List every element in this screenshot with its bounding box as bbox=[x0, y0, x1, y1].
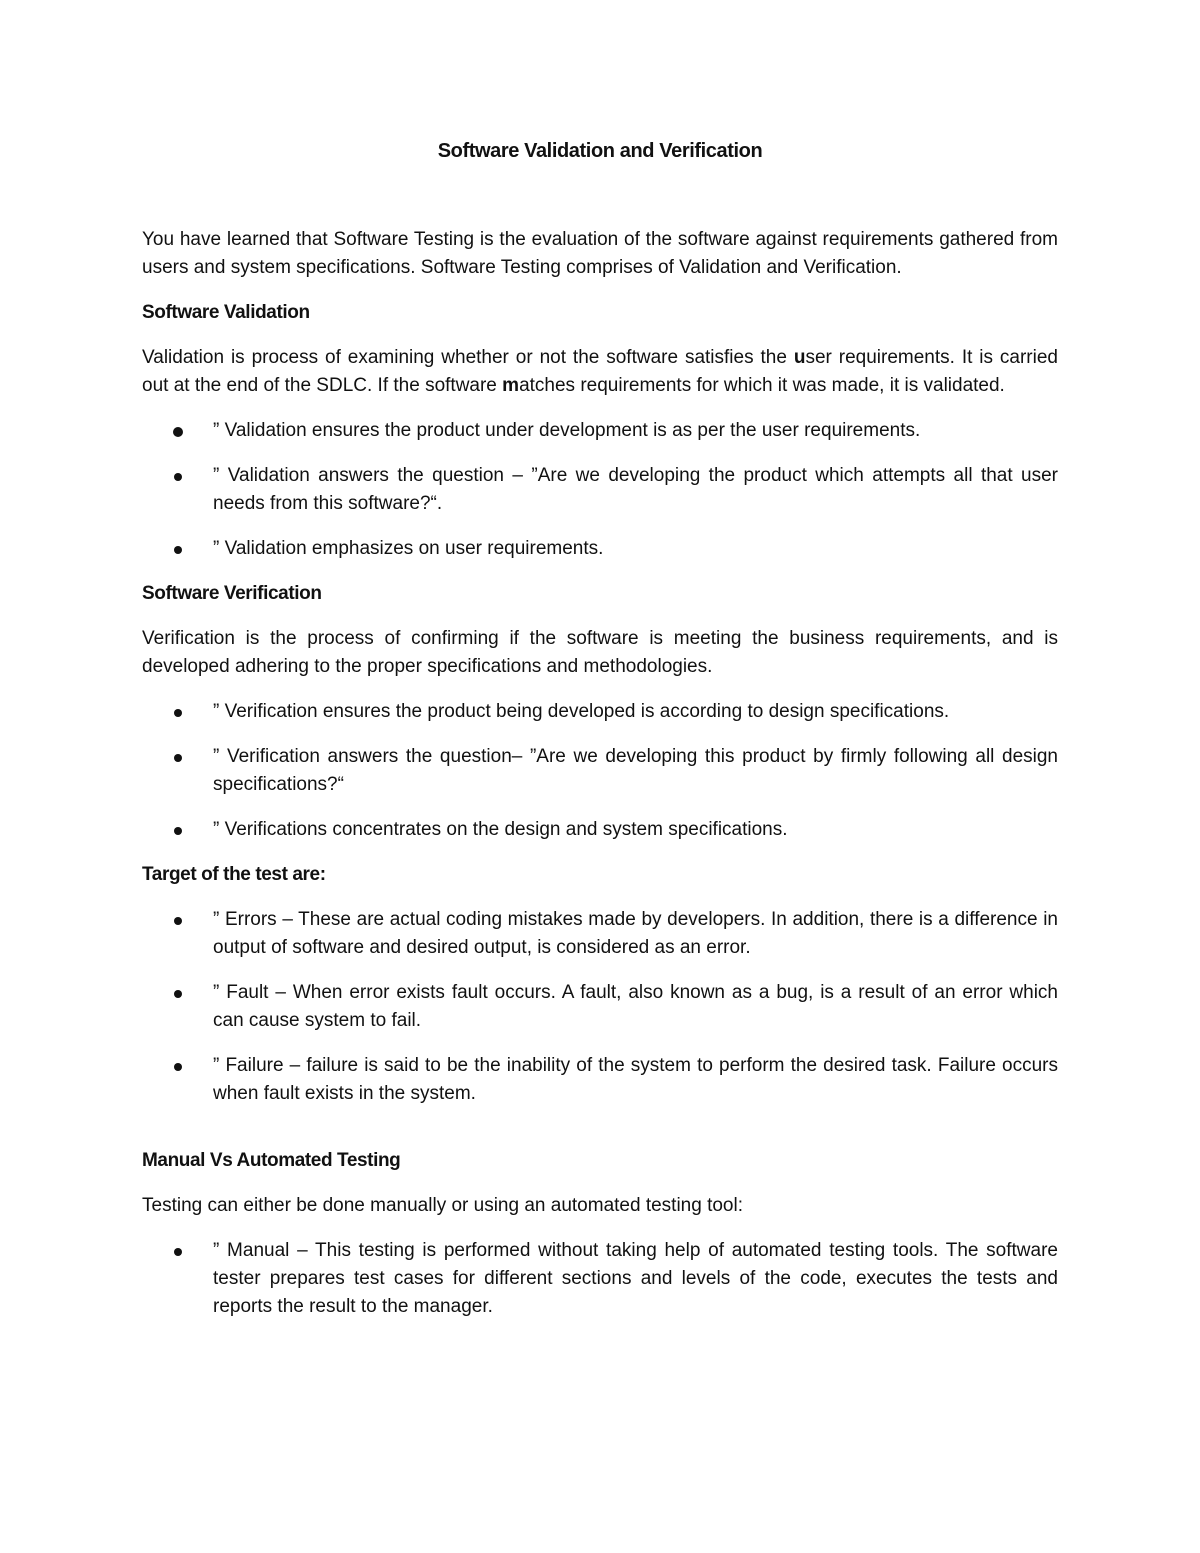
validation-text-part-2: ser requirements. It is carried out at the end of the SDLC. If the software bbox=[142, 347, 1058, 396]
bullet-icon bbox=[174, 917, 182, 925]
list-item bbox=[142, 979, 1058, 1035]
list-item-text: ” Validation answers the question – ”Are we developing the product which attempts all that user needs from this software?“. bbox=[213, 465, 1058, 514]
bullet-icon bbox=[174, 1063, 182, 1071]
bullet-icon bbox=[174, 990, 182, 998]
list-item-text: ” Verifications concentrates on the design and system specifications. bbox=[213, 819, 788, 840]
bullet-icon bbox=[174, 473, 182, 481]
bullet-icon bbox=[174, 1248, 182, 1256]
manual-vs-automated-heading: Manual Vs Automated Testing bbox=[142, 1150, 401, 1171]
list-item bbox=[142, 462, 1058, 518]
bullet-icon bbox=[174, 709, 182, 717]
manual-vs-automated-bullet-list bbox=[142, 1237, 1058, 1321]
list-item-text: ” Validation ensures the product under development is as per the user requirements. bbox=[213, 420, 921, 441]
document-title: Software Validation and Verification bbox=[437, 140, 763, 162]
list-item bbox=[142, 535, 1058, 563]
list-item-text: ” Failure – failure is said to be the inability of the system to perform the desired task. Failure occurs when fault exists in the system. bbox=[213, 1055, 1058, 1104]
intro-paragraph: You have learned that Software Testing is the evaluation of the software against requirements gathered from users and system specifications. Software Testing comprises of Validation and Verification. bbox=[142, 229, 1058, 278]
manual-vs-automated-paragraph: Testing can either be done manually or using an automated testing tool: bbox=[142, 1195, 743, 1216]
validation-bullet-list bbox=[142, 417, 1058, 563]
list-item-text: ” Manual – This testing is performed without taking help of automated testing tools. The software tester prepares test cases for different sections and levels of the code, executes the tests and reports the result to the manager. bbox=[213, 1240, 1058, 1317]
bullet-icon bbox=[174, 546, 182, 554]
verification-paragraph: Verification is the process of confirming if the software is meeting the business requirements, and is developed adhering to the proper specifications and methodologies. bbox=[142, 628, 1058, 677]
list-item bbox=[142, 1052, 1058, 1108]
list-item bbox=[142, 906, 1058, 962]
list-item bbox=[142, 816, 1058, 844]
list-item bbox=[142, 698, 1058, 726]
validation-bold-m: m bbox=[502, 375, 520, 396]
bullet-icon bbox=[174, 827, 182, 835]
list-item bbox=[142, 1237, 1058, 1321]
list-item-text: ” Validation emphasizes on user requirements. bbox=[213, 538, 604, 559]
validation-text-part-3: atches requirements for which it was made, it is validated. bbox=[519, 375, 1005, 396]
list-item-text: ” Fault – When error exists fault occurs. A fault, also known as a bug, is a result of an error which can cause system to fail. bbox=[213, 982, 1058, 1031]
targets-heading: Target of the test are: bbox=[142, 864, 326, 885]
list-item-text: ” Verification ensures the product being developed is according to design specifications. bbox=[213, 701, 950, 722]
list-item-text: ” Errors – These are actual coding mistakes made by developers. In addition, there is a difference in output of software and desired output, is considered as an error. bbox=[213, 909, 1058, 958]
targets-bullet-list bbox=[142, 906, 1058, 1108]
bullet-icon bbox=[174, 754, 182, 762]
list-item-text: ” Verification answers the question– ”Are we developing this product by firmly following all design specifications?“ bbox=[213, 746, 1058, 795]
list-item bbox=[142, 743, 1058, 799]
bullet-icon bbox=[173, 427, 183, 437]
validation-text-part-1: Validation is process of examining whether or not the software satisfies the bbox=[142, 347, 794, 368]
validation-bold-u: u bbox=[793, 347, 806, 368]
verification-bullet-list bbox=[142, 698, 1058, 844]
verification-heading: Software Verification bbox=[142, 583, 322, 604]
validation-heading: Software Validation bbox=[142, 302, 310, 323]
list-item bbox=[142, 417, 1058, 445]
validation-paragraph bbox=[142, 344, 1058, 400]
document-body bbox=[142, 226, 1058, 1321]
